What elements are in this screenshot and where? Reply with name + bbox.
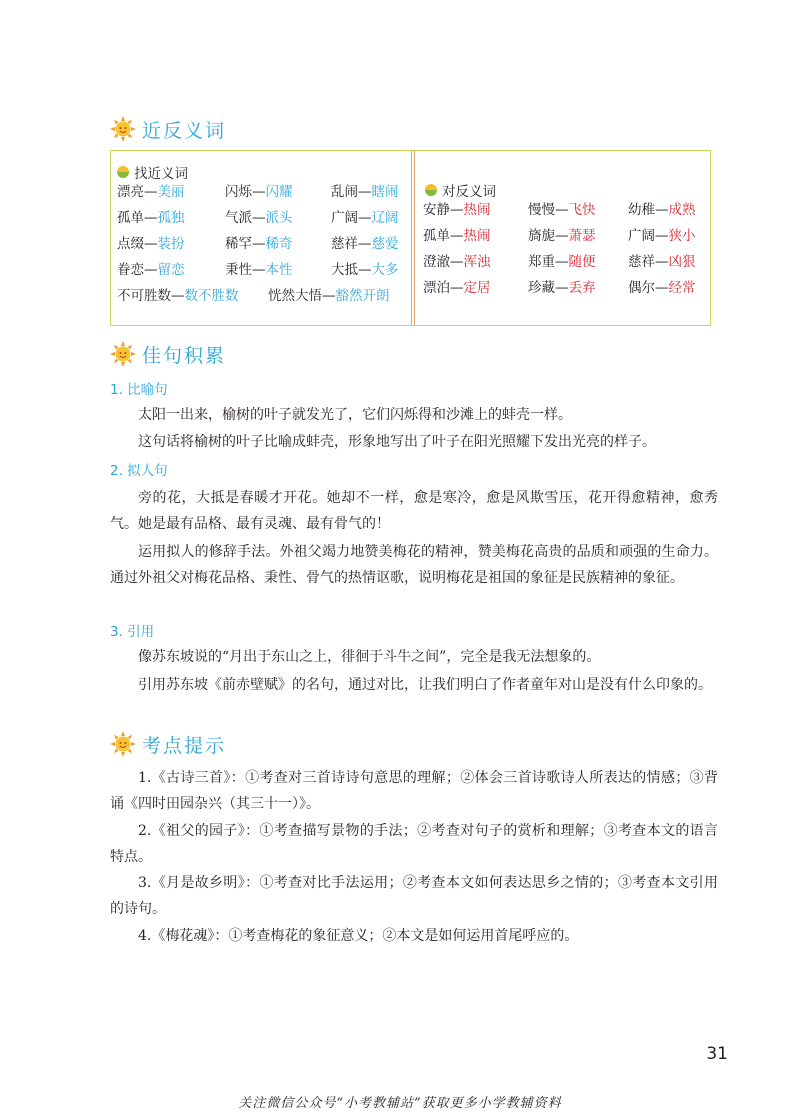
dash: — [144,184,158,200]
exam-tip-1: 1.《古诗三首》：①考查对三首诗诗句意思的理解；②体会三首诗歌诗人所表达的情感；③背诵《四时田园杂兴（其三十一）》。 [110,770,718,812]
word: 漂泊 [423,280,450,296]
synonym-word: 瞎闹 [371,184,399,200]
half-circle-icon [425,184,437,196]
dash: — [358,210,372,226]
synonym-word: 美丽 [157,184,185,200]
dash: — [655,254,669,270]
word: 偶尔 [628,280,655,296]
word: 秉性 [225,262,252,278]
word-pair [423,201,491,219]
word-pair [423,227,491,245]
word: 眷恋 [117,262,144,278]
section-heading-good-sentences [110,339,226,369]
synonyms-column [115,151,409,304]
dash: — [252,184,266,200]
dash: — [555,280,569,296]
antonym-word: 飞快 [568,202,596,218]
word: 慢慢 [528,202,555,218]
word: 点缀 [117,236,144,252]
antonyms-heading: 对反义词 [425,181,708,199]
antonym-word: 随便 [568,254,596,270]
word: 广阔 [628,228,655,244]
vocab-box [110,150,711,326]
dash: — [144,236,158,252]
word: 旖旎 [528,228,555,244]
word-pair [423,279,491,297]
section-heading-exam-tips [110,729,226,759]
word-pair [628,227,696,245]
dash: — [555,254,569,270]
word: 不可胜数 [117,288,171,304]
word-pair [268,287,390,305]
word: 慈祥 [331,236,358,252]
dash: — [555,202,569,218]
dash: — [655,202,669,218]
sun-icon [110,341,136,367]
section-title: 佳句积累 [142,344,227,367]
quote-text: 像苏东坡说的“月出于东山之上，徘徊于斗牛之间”，完全是我无法想象的。 [138,649,601,665]
dash: — [252,262,266,278]
dash: — [322,288,336,304]
dash: — [171,288,185,304]
synonym-word: 派头 [265,210,293,226]
simile-label: 1. 比喻句 [110,382,168,398]
synonym-word: 本性 [265,262,293,278]
footer-note: 关注微信公众号“小考教辅站”获取更多小学教辅资料 [238,1096,562,1111]
simile-text: 太阳一出来，榆树的叶子就发光了，它们闪烁得和沙滩上的蚌壳一样。 [138,407,572,423]
word-pair [117,261,185,279]
dash: — [450,280,464,296]
word-pair [225,183,293,201]
section-title: 考点提示 [142,734,227,757]
word: 澄澈 [423,254,450,270]
antonym-word: 热闹 [463,202,491,218]
antonym-word: 热闹 [463,228,491,244]
synonym-word: 孤独 [157,210,185,226]
word-pair [117,209,185,227]
section-heading-synonyms-antonyms [110,114,226,144]
word-pair [331,235,399,253]
word: 孤单 [117,210,144,226]
word-pair [528,253,596,271]
word: 大抵 [331,262,358,278]
quote-note: 引用苏东坡《前赤壁赋》的名句，通过对比，让我们明白了作者童年对山是没有什么印象的。 [138,677,712,693]
dash: — [555,228,569,244]
vocab-divider [411,151,415,325]
word: 郑重 [528,254,555,270]
word: 珍藏 [528,280,555,296]
word-pair [528,201,596,219]
word-pair [528,279,596,297]
word-pair [117,183,185,201]
word: 慈祥 [628,254,655,270]
word-pair [628,253,696,271]
personification-label: 2. 拟人句 [110,463,168,479]
word-pair [423,253,491,271]
word-pair [117,287,239,305]
sun-icon [110,116,136,142]
simile-note: 这句话将榆树的叶子比喻成蚌壳，形象地写出了叶子在阳光照耀下发出光亮的样子。 [138,434,656,450]
antonym-word: 定居 [463,280,491,296]
exam-tip-2: 2.《祖父的园子》：①考查描写景物的手法；②考查对句子的赏析和理解；③考查本文的语言特点。 [110,823,718,865]
dash: — [655,228,669,244]
section-title: 近反义词 [142,119,227,142]
exam-tip-3: 3.《月是故乡明》：①考查对比手法运用；②考查本文如何表达思乡之情的；③考查本文引用的诗句。 [110,875,718,917]
dash: — [358,184,372,200]
dash: — [655,280,669,296]
word-pair [628,279,696,297]
word-pair [225,261,293,279]
dash: — [358,262,372,278]
word-pair [331,183,399,201]
dash: — [450,228,464,244]
word-pair [117,235,185,253]
word-pair [225,209,293,227]
antonym-word: 凶狠 [668,254,696,270]
dash: — [252,236,266,252]
word: 安静 [423,202,450,218]
antonyms-column [423,169,708,296]
synonym-word: 豁然开朗 [335,288,390,304]
personification-note: 运用拟人的修辞手法。外祖父竭力地赞美梅花的精神，赞美梅花高贵的品质和顽强的生命力。通过外祖父对梅花品格、秉性、骨气的热情讴歌，说明梅花是祖国的象征是民族精神的象征。 [110,544,718,586]
dash: — [144,262,158,278]
antonym-word: 浑浊 [463,254,491,270]
word-pair [628,201,696,219]
word: 幼稚 [628,202,655,218]
synonym-word: 数不胜数 [184,288,239,304]
exam-tip-4: 4.《梅花魂》：①考查梅花的象征意义；②本文是如何运用首尾呼应的。 [138,928,579,944]
synonym-word: 辽阔 [371,210,399,226]
synonym-word: 装扮 [157,236,185,252]
word-pair [528,227,596,245]
synonyms-heading: 找近义词 [117,163,409,181]
word-pair [331,261,399,279]
word: 稀罕 [225,236,252,252]
antonym-word: 狭小 [668,228,696,244]
synonym-word: 稀奇 [265,236,293,252]
word: 乱闹 [331,184,358,200]
dash: — [450,202,464,218]
word: 广阔 [331,210,358,226]
synonym-word: 闪耀 [265,184,293,200]
dash: — [144,210,158,226]
antonym-word: 丢弃 [568,280,596,296]
quote-label: 3. 引用 [110,624,155,640]
word: 气派 [225,210,252,226]
word-pair [225,235,293,253]
antonym-word: 萧瑟 [568,228,596,244]
half-circle-icon [117,166,129,178]
synonym-word: 留恋 [157,262,185,278]
sun-icon [110,731,136,757]
dash: — [450,254,464,270]
antonym-word: 经常 [668,280,696,296]
synonym-word: 慈爱 [371,236,399,252]
word: 漂亮 [117,184,144,200]
word: 闪烁 [225,184,252,200]
dash: — [252,210,266,226]
antonym-word: 成熟 [668,202,696,218]
word: 孤单 [423,228,450,244]
word: 恍然大悟 [268,288,322,304]
dash: — [358,236,372,252]
personification-text: 旁的花，大抵是春暖才开花。她却不一样，愈是寒冷，愈是风欺雪压，花开得愈精神，愈秀气。她是最有品格、最有灵魂、最有骨气的！ [110,490,718,532]
page-number: 31 [706,1044,728,1064]
word-pair [331,209,399,227]
synonym-word: 大多 [371,262,399,278]
